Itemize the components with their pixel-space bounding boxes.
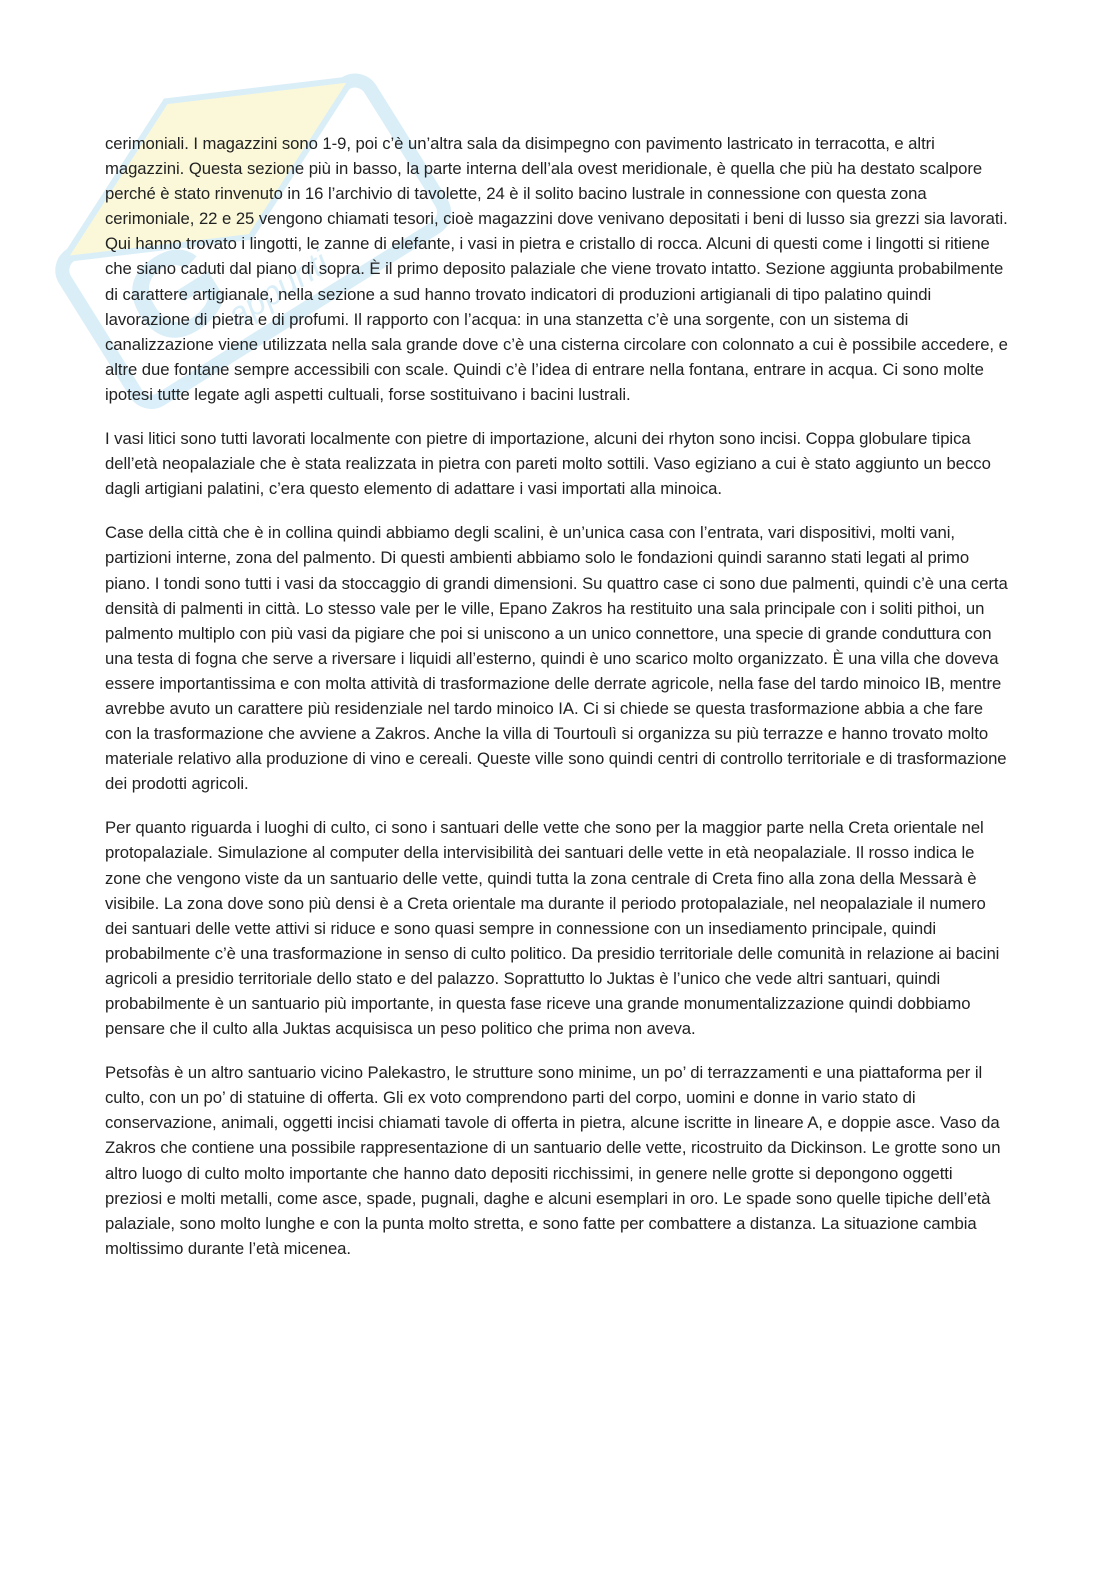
svg-text:appunti: appunti	[220, 243, 336, 335]
paragraph-town-houses-and-villas: Case della città che è in collina quindi abbiamo degli scalini, è un’unica casa con l’entrata, vari dispositivi, molti vani, partizioni interne, zona del palmento. Di questi ambienti abbiamo solo le fondazioni quindi saranno stati legati al primo piano. I tondi sono tutti i vasi da stoccaggio di grandi dimensioni. Su quattro case ci sono due palmenti, quindi c’è una certa densità di palmenti in città. Lo stesso vale per le ville, Epano Zakros ha restituito una sala principale con i soliti pithoi, un palmento multiplo con più vasi da pigiare che poi si uniscono a un unico connettore, una specie di grande conduttura con una testa di fogna che serve a riversare i liquidi all’esterno, quindi è uno scarico molto organizzato. È una villa che doveva essere importantissima e con molta attività di trasformazione delle derrate agricole, nella fase del tardo minoico IB, mentre avrebbe avuto un carattere più residenziale nel tardo minoico IA. Ci si chiede se questa trasformazione abbia a che fare con la trasformazione che avviene a Zakros. Anche la villa di Tourtoulì si organizza su più terrazze e hanno trovato molto materiale relativo alla produzione di vino e cereali. Queste ville sono quindi centri di controllo territoriale e di trasformazione dei prodotti agricoli.	[105, 523, 1008, 794]
paragraph-stone-vases: I vasi litici sono tutti lavorati localmente con pietre di importazione, alcuni dei rhyton sono incisi. Coppa globulare tipica dell’età neopalaziale che è stata realizzata in pietra con pareti molto sottili. Vaso egiziano a cui è stato aggiunto un becco dagli artigiani palatini, c’era questo elemento di adattare i vasi importati alla minoica.	[105, 429, 991, 499]
document-page	[105, 131, 1009, 1280]
paragraph-zakros-palace-west-wing: cerimoniali. I magazzini sono 1-9, poi c’è un’altra sala da disimpegno con pavimento lastricato in terracotta, e altri magazzini. Questa sezione più in basso, la parte interna dell’ala ovest meridionale, è quella che più ha destato scalpore perché è stato rinvenuto in 16 l’archivio di tavolette, 24 è il solito bacino lustrale in connessione con questa zona cerimoniale, 22 e 25 vengono chiamati tesori, cioè magazzini dove venivano depositati i beni di lusso sia grezzi sia lavorati. Qui hanno trovato i lingotti, le zanne di elefante, i vasi in pietra e cristallo di rocca. Alcuni di questi come i lingotti si ritiene che siano caduti dal piano di sopra. È il primo deposito palaziale che viene trovato intatto. Sezione aggiunta probabilmente di carattere artigianale, nella sezione a sud hanno trovato indicatori di produzioni artigianali di tipo palatino quindi lavorazione di pietra e di profumi. Il rapporto con l’acqua: in una stanzetta c’è una sorgente, con un sistema di canalizzazione viene utilizzata nella sala grande dove c’è una cisterna circolare con colonnato a cui è possibile accedere, e altre due fontane sempre accessibili con scale. Quindi c’è l’idea di entrare nella fontana, entrare in acqua. Ci sono molte ipotesi tutte legate agli aspetti cultuali, forse sostituivano i bacini lustrali.	[105, 134, 1008, 404]
paragraph-petsofas-and-caves: Petsofàs è un altro santuario vicino Palekastro, le strutture sono minime, un po’ di terrazzamenti e una piattaforma per il culto, con un po’ di statuine di offerta. Gli ex voto comprendono parti del corpo, uomini e donne in vario stato di conservazione, animali, oggetti incisi chiamati tavole di offerta in pietra, alcune iscritte in lineare A, e doppie asce. Vaso da Zakros che contiene una possibile rappresentazione di un santuario delle vette, ricostruito da Dickinson. Le grotte sono un altro luogo di culto molto importante che hanno dato depositi ricchissimi, in genere nelle grotte si depongono oggetti preziosi e molti metalli, come asce, spade, pugnali, daghe e alcuni esemplari in oro. Le spade sono quelle tipiche dell’età palaziale, sono molto lunghe e con la punta molto stretta, e sono fatte per combattere a distanza. La situazione cambia moltissimo durante l’età micenea.	[105, 1063, 1001, 1258]
paragraph-peak-sanctuaries: Per quanto riguarda i luoghi di culto, ci sono i santuari delle vette che sono per la maggior parte nella Creta orientale nel protopalaziale. Simulazione al computer della intervisibilità dei santuari delle vette in età neopalaziale. Il rosso indica le zone che vengono viste da un santuario delle vette, quindi tutta la zona centrale di Creta fino alla zona della Messarà è visibile. La zona dove sono più densi è a Creta orientale ma durante il periodo protopalaziale, nel neopalaziale il numero dei santuari delle vette attivi si riduce e sono quasi sempre in connessione con un insediamento principale, quindi probabilmente c’è una trasformazione in senso di culto politico. Da presidio territoriale delle comunità in relazione ai bacini agricoli a presidio territoriale dello stato e del palazzo. Soprattutto lo Juktas è l’unico che vede altri santuari, quindi probabilmente è un santuario più importante, in questa fase riceve una grande monumentalizzazione quindi dobbiamo pensare che il culto alla Juktas acquisisca un peso politico che prima non aveva.	[105, 818, 1000, 1039]
svg-text:G: G	[101, 212, 252, 376]
